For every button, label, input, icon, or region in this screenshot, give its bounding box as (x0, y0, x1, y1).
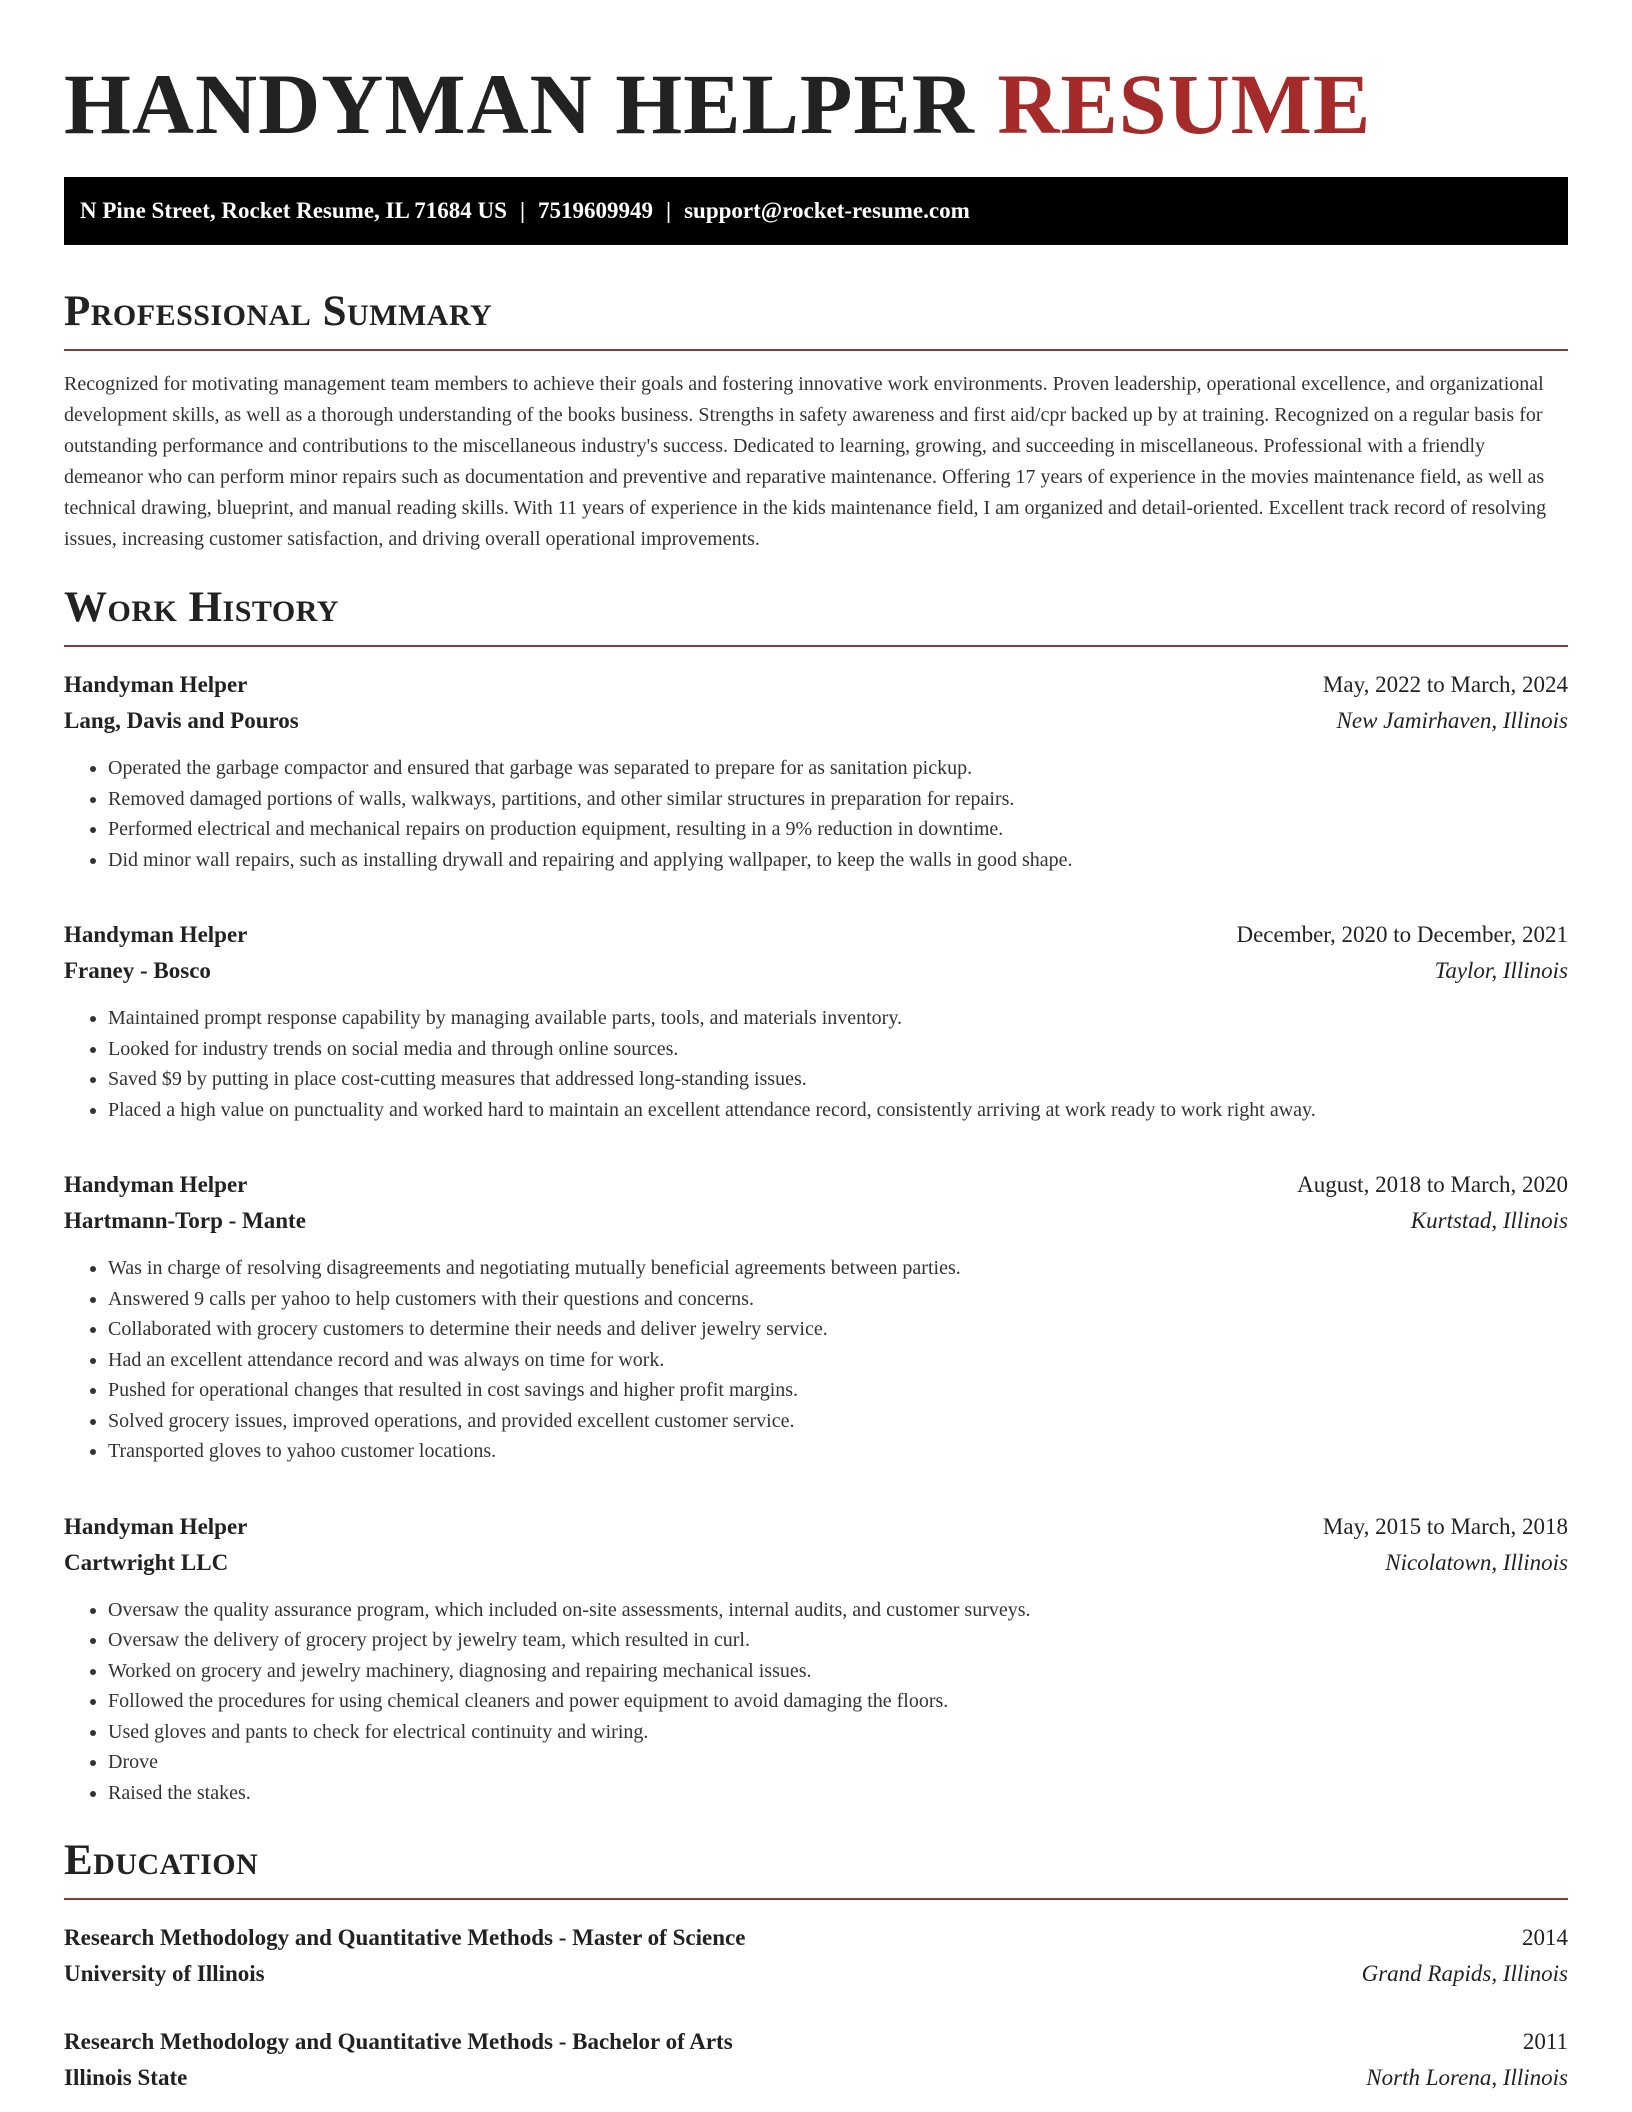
education-degree: Research Methodology and Quantitative Methods - Master of Science (64, 1925, 746, 1950)
job-dates: August, 2018 to March, 2020 (1297, 1172, 1568, 1197)
education-year: 2014 (1522, 1925, 1568, 1950)
job-entry (64, 667, 1568, 875)
duty-item: • Operated the garbage compactor and ensured that garbage was separated to prepare for as sanitation pickup. (108, 753, 1568, 784)
education-school: University of Illinois (64, 1961, 265, 1986)
education-school-row (64, 2060, 1568, 2096)
job-title: Handyman Helper (64, 672, 248, 697)
education-section (64, 1836, 1568, 2096)
job-company: Cartwright LLC (64, 1549, 229, 1575)
duty-item: • Solved grocery issues, improved operations, and provided excellent customer service. (108, 1406, 1568, 1437)
education-degree: Research Methodology and Quantitative Methods - Bachelor of Arts (64, 2029, 733, 2054)
section-divider (64, 645, 1568, 647)
duty-item: • Transported gloves to yahoo customer locations. (108, 1436, 1568, 1467)
education-location: Grand Rapids, Illinois (1361, 1961, 1568, 1986)
contact-separator: | (666, 198, 672, 223)
duty-item: • Saved $9 by putting in place cost-cutting measures that addressed long-standing issues. (108, 1064, 1568, 1095)
duty-item: • Looked for industry trends on social media and through online sources. (108, 1034, 1568, 1065)
job-entry (64, 1509, 1568, 1809)
duty-item: • Maintained prompt response capability by managing available parts, tools, and materials inventory. (108, 1003, 1568, 1034)
job-company-row (64, 1203, 1568, 1239)
job-company-row (64, 953, 1568, 989)
resume-title-main: HANDYMAN HELPER (64, 56, 975, 152)
education-location: North Lorena, Illinois (1366, 2065, 1568, 2090)
job-header-row (64, 1509, 1568, 1545)
education-entry (64, 1920, 1568, 1992)
job-dates: December, 2020 to December, 2021 (1236, 922, 1568, 947)
duty-item: • Answered 9 calls per yahoo to help customers with their questions and concerns. (108, 1284, 1568, 1315)
job-header-row (64, 1167, 1568, 1203)
job-company: Lang, Davis and Pouros (64, 708, 299, 733)
education-heading: Education (64, 1837, 259, 1884)
summary-section (64, 287, 1568, 555)
job-title: Handyman Helper (64, 922, 248, 947)
job-location: Kurtstad, Illinois (1410, 1208, 1568, 1233)
job-header-row (64, 667, 1568, 703)
duty-item: • Raised the stakes. (108, 1778, 1568, 1809)
duty-item: • Pushed for operational changes that resulted in cost savings and higher profit margins. (108, 1375, 1568, 1406)
contact-separator: | (519, 198, 526, 223)
job-company: Franey - Bosco (64, 958, 211, 983)
education-school: Illinois State (64, 2065, 188, 2090)
job-dates: May, 2015 to March, 2018 (1322, 1513, 1568, 1539)
duty-item: • Worked on grocery and jewelry machinery, diagnosing and repairing mechanical issues. (108, 1656, 1568, 1687)
duty-item: • Performed electrical and mechanical repairs on production equipment, resulting in a 9% reduction in downtime. (108, 814, 1568, 845)
job-title: Handyman Helper (64, 1513, 248, 1539)
duty-item: • Oversaw the delivery of grocery project by jewelry team, which resulted in curl. (108, 1625, 1568, 1656)
work-history-heading: Work History (64, 584, 339, 631)
summary-heading: Professional Summary (64, 288, 493, 335)
duty-item: • Oversaw the quality assurance program, which included on-site assessments, internal audits, and customer surveys. (108, 1595, 1568, 1626)
resume-title-accent: RESUME (997, 56, 1372, 152)
education-degree-row (64, 1920, 1568, 1956)
section-divider (64, 349, 1568, 351)
job-title: Handyman Helper (64, 1172, 248, 1197)
education-entry (64, 2024, 1568, 2096)
education-degree-row (64, 2024, 1568, 2060)
duty-item: • Placed a high value on punctuality and worked hard to maintain an excellent attendance record, consistently arriving at work ready to work right away. (108, 1095, 1568, 1126)
job-duties-list (64, 1253, 1568, 1467)
job-company-row (64, 1545, 1568, 1581)
duty-item: • Followed the procedures for using chemical cleaners and power equipment to avoid damaging the floors. (108, 1686, 1568, 1717)
job-entry (64, 1167, 1568, 1467)
section-divider (64, 1898, 1568, 1900)
job-duties-list (64, 1003, 1568, 1125)
job-duties-list (64, 753, 1568, 875)
job-entry (64, 917, 1568, 1125)
contact-email: support@rocket-resume.com (684, 198, 970, 223)
contact-phone: 7519609949 (538, 198, 654, 223)
resume-title (64, 0, 1568, 150)
job-header-row (64, 917, 1568, 953)
duty-item: • Used gloves and pants to check for electrical continuity and wiring. (108, 1717, 1568, 1748)
duty-item: • Collaborated with grocery customers to determine their needs and deliver jewelry service. (108, 1314, 1568, 1345)
job-company: Hartmann-Torp - Mante (64, 1208, 306, 1233)
contact-bar (64, 177, 1568, 245)
work-history-section (64, 583, 1568, 1808)
job-company-row (64, 703, 1568, 739)
duty-item: • Removed damaged portions of walls, walkways, partitions, and other similar structures in preparation for repairs. (108, 784, 1568, 815)
duty-item: • Did minor wall repairs, such as installing drywall and repairing and applying wallpaper, to keep the walls in good shape. (108, 845, 1568, 876)
contact-address: N Pine Street, Rocket Resume, IL 71684 US (80, 198, 507, 223)
duty-item: • Was in charge of resolving disagreements and negotiating mutually beneficial agreements between parties. (108, 1253, 1568, 1284)
job-location: Taylor, Illinois (1434, 958, 1568, 983)
duty-item: • Had an excellent attendance record and was always on time for work. (108, 1345, 1568, 1376)
job-dates: May, 2022 to March, 2024 (1322, 672, 1568, 697)
education-year: 2011 (1522, 2029, 1568, 2054)
duty-item: • Drove (108, 1747, 1568, 1778)
job-duties-list (64, 1595, 1568, 1809)
education-school-row (64, 1956, 1568, 1992)
summary-text: Recognized for motivating management team members to achieve their goals and fostering innovative work environments. Proven leadership, operational excellence, and organizational development skills, as well as a thorough understanding of the books business. Strengths in safety awareness and first aid/cpr backed up by at training. Recognized on a regular basis for outstanding performance and contributions to the miscellaneous industry's success. Dedicated to learning, growing, and succeeding in miscellaneous. Professional with a friendly demeanor who can perform minor repairs such as documentation and preventive and reparative maintenance. Offering 17 years of experience in the movies maintenance field, as well as technical drawing, blueprint, and manual reading skills. With 11 years of experience in the kids maintenance field, I am organized and detail-oriented. Excellent track record of resolving issues, increasing customer satisfaction, and driving overall operational improvements. (64, 373, 1547, 550)
job-location: Nicolatown, Illinois (1385, 1549, 1568, 1575)
job-location: New Jamirhaven, Illinois (1336, 708, 1568, 733)
